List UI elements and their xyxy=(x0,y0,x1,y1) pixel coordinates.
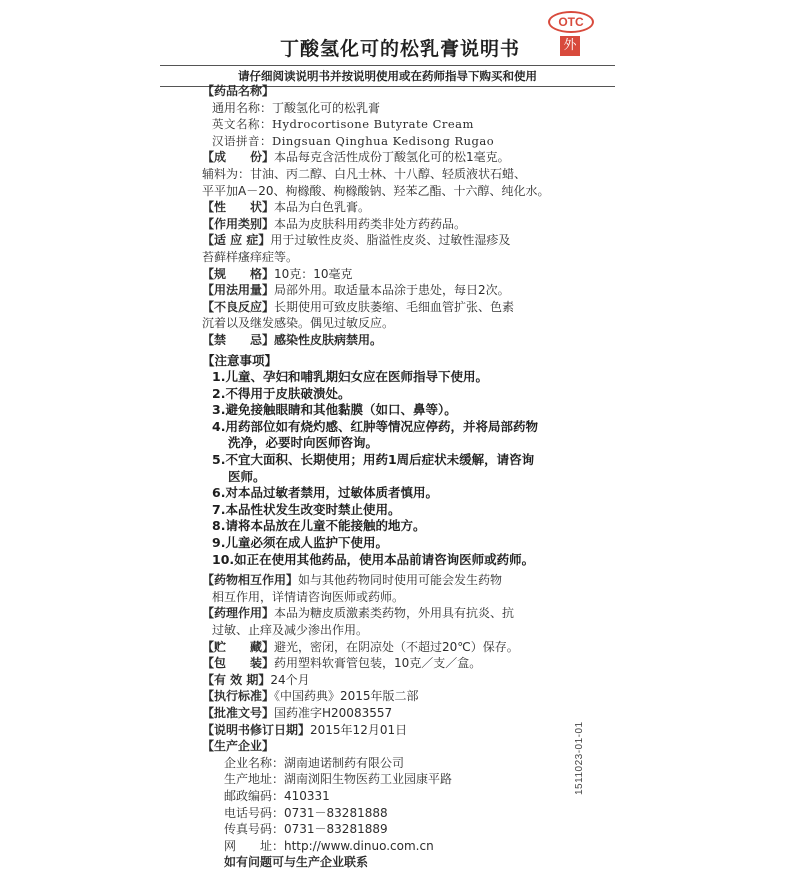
precaution-item: 8.请将本品放在儿童不能接触的地方。 xyxy=(212,518,426,534)
precaution-item: 7.本品性状发生改变时禁止使用。 xyxy=(212,501,401,517)
interactions-row xyxy=(202,572,602,589)
revision-label: 【说明书修订日期】 xyxy=(202,722,311,737)
indications-label: 【适 应 症】 xyxy=(202,233,271,248)
dosage-text: 局部外用。取适量本品涂于患处，每日2次。 xyxy=(274,283,510,298)
reading-notice: 请仔细阅读说明书并按说明使用或在药师指导下购买和使用 xyxy=(160,65,615,87)
leaflet-title: 丁酸氢化可的松乳膏说明书 xyxy=(279,38,520,60)
contraindications-label: 【禁 忌】 xyxy=(202,332,275,347)
precaution-item: 4.用药部位如有烧灼感、红肿等情况应停药，并将局部药物 xyxy=(212,418,538,434)
package-label: 【包 装】 xyxy=(202,656,275,671)
approval-text: 国药准字H20083557 xyxy=(274,705,393,720)
storage-row xyxy=(202,639,602,656)
pharmacology-line-1: 本品为糖皮质激素类药物，外用具有抗炎、抗 xyxy=(274,606,515,621)
specification-label: 【规 格】 xyxy=(202,266,275,281)
precaution-item: 2.不得用于皮肤破溃处。 xyxy=(212,385,351,401)
precaution-item: 10.如正在使用其他药品，使用本品前请咨询医师或药师。 xyxy=(212,551,535,567)
composition-text: 本品每克含活性成份丁酸氢化可的松1毫克。 xyxy=(274,150,510,165)
standard-text: 《中国药典》2015年版二部 xyxy=(274,689,419,704)
indications-line-2: 苔藓样瘙痒症等。 xyxy=(202,249,299,264)
adverse-line-2: 沉着以及继发感染。偶见过敏反应。 xyxy=(202,316,395,331)
external-use-badge: 外 xyxy=(560,36,580,56)
storage-text: 避光，密闭，在阴凉处（不超过20℃）保存。 xyxy=(274,639,519,654)
drug-name-label: 【药品名称】 xyxy=(202,84,275,98)
manufacturer-phone: 电话号码：0731－83281888 xyxy=(224,805,388,820)
manufacturer-label: 【生产企业】 xyxy=(202,739,275,754)
specification-text: 10克：10毫克 xyxy=(274,266,353,281)
precaution-item: 1.儿童、孕妇和哺乳期妇女应在医师指导下使用。 xyxy=(212,369,488,385)
category-row xyxy=(202,216,602,233)
pharmacology-label: 【药理作用】 xyxy=(202,606,275,621)
pinyin-name: 汉语拼音：Dingsuan Qinghua Kedisong Rugao xyxy=(212,133,495,148)
leaflet-body xyxy=(202,83,602,871)
generic-name: 通用名称：丁酸氢化可的松乳膏 xyxy=(212,100,381,115)
contraindications-row xyxy=(202,332,602,349)
standard-row xyxy=(202,688,602,705)
excipients-line-1: 辅料为：甘油、丙二醇、白凡士林、十八醇、轻质液状石蜡、 xyxy=(202,166,527,181)
contact-footer: 如有问题可与生产企业联系 xyxy=(224,855,369,870)
appearance-label: 【性 状】 xyxy=(202,200,275,215)
appearance-text: 本品为白色乳膏。 xyxy=(274,200,371,215)
package-row xyxy=(202,655,602,672)
package-text: 药用塑料软膏管包装，10克／支／盒。 xyxy=(274,656,482,671)
category-label: 【作用类别】 xyxy=(202,216,275,231)
precaution-item: 9.儿童必须在成人监护下使用。 xyxy=(212,535,388,551)
composition-label: 【成 份】 xyxy=(202,150,275,165)
manufacturer-fax: 传真号码：0731－83281889 xyxy=(224,822,388,837)
validity-text: 24个月 xyxy=(270,672,310,687)
interactions-line-2: 相互作用，详情请咨询医师或药师。 xyxy=(212,589,405,604)
adverse-line-1: 长期使用可致皮肤萎缩、毛细血管扩张、色素 xyxy=(274,299,515,314)
pharmacology-row xyxy=(202,605,602,622)
precaution-item: 6.对本品过敏者禁用，过敏体质者慎用。 xyxy=(212,485,438,501)
manufacturer-postcode: 邮政编码：410331 xyxy=(224,788,330,803)
precaution-item: 洗净，必要时向医师咨询。 xyxy=(228,435,379,451)
approval-row xyxy=(202,705,602,722)
dosage-row xyxy=(202,282,602,299)
storage-label: 【贮 藏】 xyxy=(202,639,275,654)
adverse-label: 【不良反应】 xyxy=(202,299,275,314)
manufacturer-address: 生产地址：湖南浏阳生物医药工业园康平路 xyxy=(224,772,453,787)
validity-row xyxy=(202,672,602,689)
category-text: 本品为皮肤科用药类非处方药药品。 xyxy=(274,216,467,231)
interactions-label: 【药物相互作用】 xyxy=(202,573,299,588)
precaution-item: 3.避免接触眼睛和其他黏膜（如口、鼻等）。 xyxy=(212,402,457,418)
revision-row xyxy=(202,722,602,739)
manufacturer-website: 网 址：http://www.dinuo.com.cn xyxy=(224,838,434,853)
otc-badge: OTC xyxy=(548,11,594,33)
indications-row xyxy=(202,232,602,249)
precaution-item: 5.不宜大面积、长期使用；用药1周后症状未缓解，请咨询 xyxy=(212,452,535,468)
approval-label: 【批准文号】 xyxy=(202,705,275,720)
precautions-label: 【注意事项】 xyxy=(202,352,278,368)
interactions-line-1: 如与其他药物同时使用可能会发生药物 xyxy=(298,573,503,588)
manufacturer-name: 企业名称：湖南迪诺制药有限公司 xyxy=(224,755,405,770)
revision-text: 2015年12月01日 xyxy=(310,722,408,737)
precaution-item: 医师。 xyxy=(228,468,266,484)
indications-line-1: 用于过敏性皮炎、脂溢性皮炎、过敏性湿疹及 xyxy=(270,233,511,248)
adverse-row xyxy=(202,299,602,316)
dosage-label: 【用法用量】 xyxy=(202,283,275,298)
specification-row xyxy=(202,266,602,283)
print-code: 1511023-01-01 xyxy=(574,721,585,795)
english-name: 英文名称：Hydrocortisone Butyrate Cream xyxy=(212,117,474,132)
pharmacology-line-2: 过敏、止痒及减少渗出作用。 xyxy=(212,623,369,637)
validity-label: 【有 效 期】 xyxy=(202,672,271,687)
standard-label: 【执行标准】 xyxy=(202,689,275,704)
contraindications-text: 感染性皮肤病禁用。 xyxy=(274,332,383,347)
appearance-row xyxy=(202,199,602,216)
excipients-line-2: 平平加A－20、枸橼酸、枸橼酸钠、羟苯乙酯、十六醇、纯化水。 xyxy=(202,183,550,198)
composition-row xyxy=(202,149,602,166)
